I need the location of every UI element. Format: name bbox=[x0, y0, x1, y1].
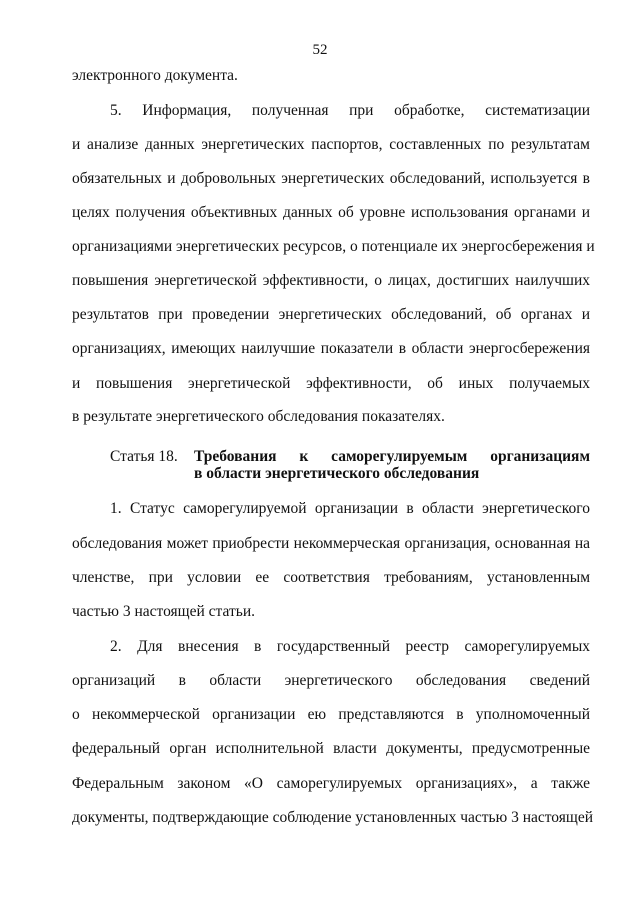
text-line: частью 3 настоящей статьи. bbox=[72, 603, 256, 620]
text-line: организациях, имеющих наилучшие показатели в области энергосбережения bbox=[72, 340, 590, 357]
paragraph-5-start: 5. Информация, полученная при обработке, систематизации bbox=[110, 102, 590, 119]
text-line: федеральный орган исполнительной власти документы, предусмотренные bbox=[72, 740, 590, 757]
text-line: организациями энергетических ресурсов, о потенциале их энергосбережения и bbox=[72, 238, 595, 255]
text-line: повышения энергетической эффективности, о лицах, достигших наилучших bbox=[72, 272, 590, 289]
text-line: обследования может приобрести некоммерческая организация, основанная на bbox=[72, 535, 590, 552]
text-line: электронного документа. bbox=[72, 67, 238, 84]
article-title-line-1: Требования к саморегулируемым организациям bbox=[194, 448, 590, 465]
article-label: Статья 18. bbox=[110, 448, 178, 465]
page-number: 52 bbox=[312, 42, 328, 58]
paragraph-1-start: 1. Статус саморегулируемой организации в области энергетического bbox=[110, 500, 590, 517]
text-line: о некоммерческой организации ею представляются в уполномоченный bbox=[72, 706, 590, 723]
text-line: документы, подтверждающие соблюдение установленных частью 3 настоящей bbox=[72, 809, 594, 826]
text-line: целях получения объективных данных об уровне использования органами и bbox=[72, 204, 590, 221]
article-title-line-2: в области энергетического обследования bbox=[194, 465, 480, 482]
paragraph-2-start: 2. Для внесения в государственный реестр саморегулируемых bbox=[110, 638, 590, 655]
text-line: и повышения энергетической эффективности, об иных получаемых bbox=[72, 375, 590, 392]
text-line: результатов при проведении энергетических обследований, об органах и bbox=[72, 306, 590, 323]
text-line: в результате энергетического обследования показателях. bbox=[72, 408, 445, 425]
text-line: и анализе данных энергетических паспортов, составленных по результатам bbox=[72, 136, 590, 153]
text-line: членстве, при условии ее соответствия требованиям, установленным bbox=[72, 569, 590, 586]
text-line: обязательных и добровольных энергетических обследований, используется в bbox=[72, 170, 590, 187]
text-line: организаций в области энергетического обследования сведений bbox=[72, 672, 590, 689]
text-line: Федеральным законом «О саморегулируемых организациях», а также bbox=[72, 775, 590, 792]
